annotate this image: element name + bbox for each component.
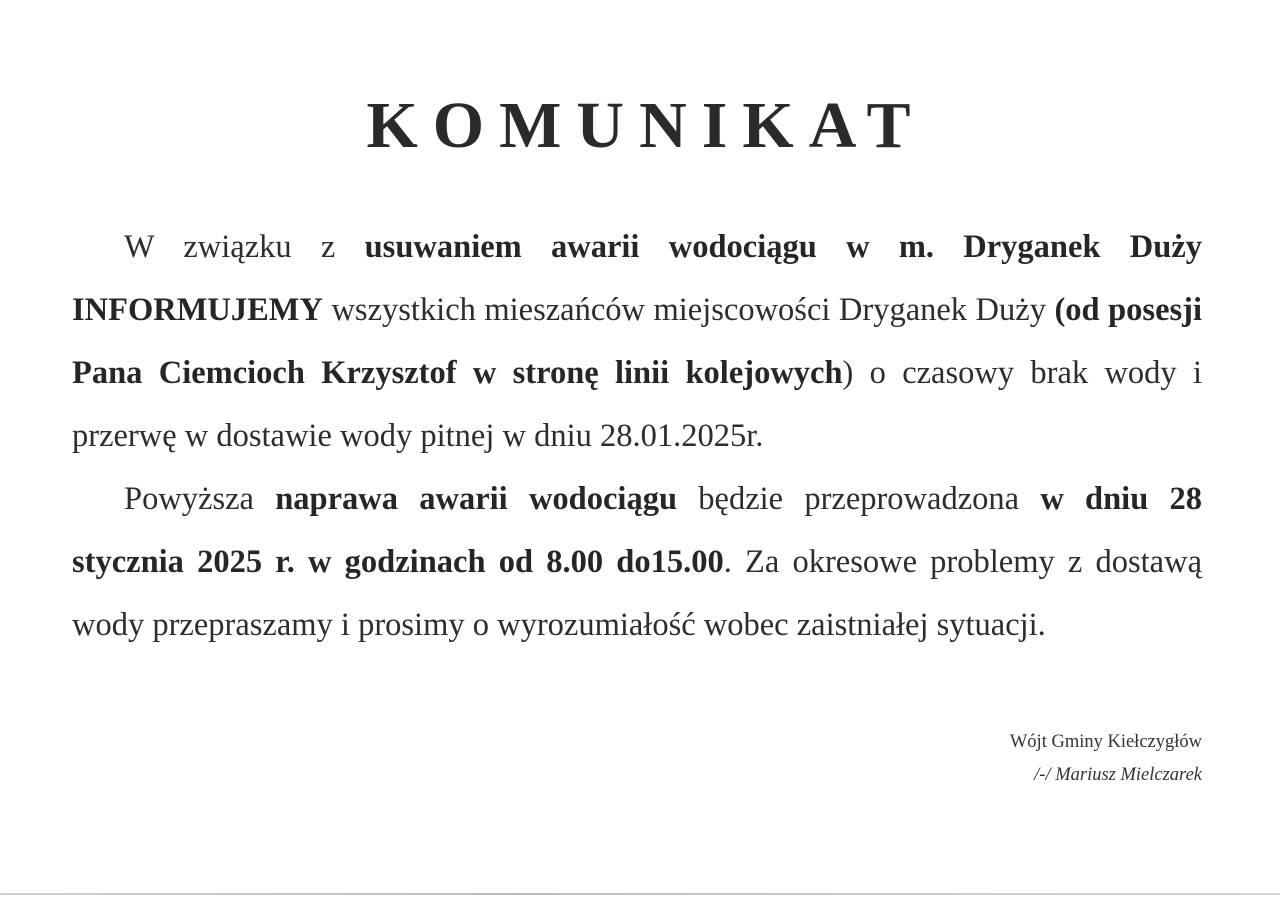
paragraph-2 [72, 468, 1202, 657]
text-run: ) o czasowy brak wody i przerwę w dostawie wody pitnej w dniu 28.01.2025r. [72, 355, 1202, 454]
scan-edge-line [0, 893, 1280, 895]
text-run: wszystkich mieszańców miejscowości Dryganek Duży [322, 292, 1055, 328]
text-run: W związku z [124, 229, 365, 265]
signature-block [1010, 726, 1202, 792]
text-run-bold: naprawa awarii wodociągu [275, 481, 678, 517]
paragraph-1 [72, 216, 1202, 468]
text-run: Powyższa [124, 481, 276, 517]
signature-name: /-/ Mariusz Mielczarek [1034, 765, 1202, 785]
signature-role: Wójt Gminy Kiełczygłów [1009, 732, 1202, 752]
text-run-bold: usuwaniem awarii wodociągu w m. Dryganek Duży INFORMUJEMY [72, 229, 1202, 328]
text-run-bold: (od posesji Pana Ciemcioch Krzysztof w stronę linii kolejowych [72, 292, 1202, 391]
text-run-bold: w dniu 28 stycznia 2025 r. w godzinach od 8.00 do15.00 [72, 481, 1203, 580]
notice-body [72, 216, 1202, 657]
text-run: . Za okresowe problemy z dostawą wody przepraszamy i prosimy o wyrozumiałość wobec zaistniałej sytuacji. [72, 544, 1202, 643]
text-run: będzie przeprowadzona [677, 481, 1041, 517]
document-title: KOMUNIKAT [366, 89, 926, 162]
